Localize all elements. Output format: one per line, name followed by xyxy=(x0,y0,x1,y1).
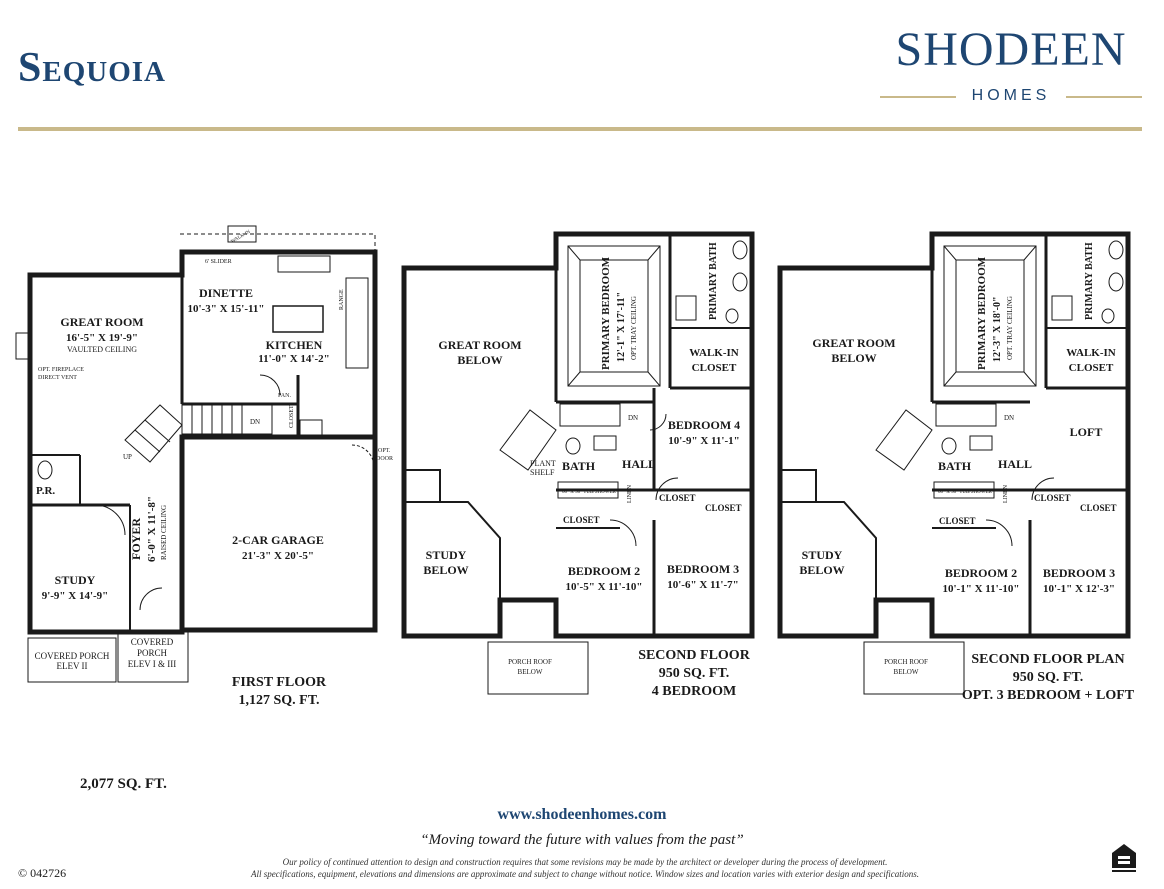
label-b-great-room-below-1: GREAT ROOM xyxy=(812,336,896,350)
equal-housing-opportunity-icon xyxy=(1110,842,1138,874)
label-b-primary-bath: PRIMARY BATH xyxy=(1084,242,1095,320)
label-dinette: DINETTE xyxy=(198,286,254,300)
label-linen: LINEN xyxy=(627,485,633,503)
label-hall: HALL xyxy=(622,457,657,471)
label-walk-in: WALK-IN xyxy=(230,229,252,245)
label-garage: 2-CAR GARAGE xyxy=(232,533,324,547)
label-b-walk-in-1: WALK-IN xyxy=(1066,347,1116,359)
label-dn-b: DN xyxy=(1004,414,1015,422)
second-floor-a-bedrooms: 4 BEDROOM xyxy=(651,684,737,699)
label-kitchen: KITCHEN xyxy=(265,338,323,352)
disclaimer xyxy=(160,856,1010,880)
label-dn: DN xyxy=(250,418,261,426)
label-b-closet-b3: CLOSET xyxy=(1080,503,1117,513)
label-dn-a: DN xyxy=(628,414,639,422)
first-floor-sqft: 1,127 SQ. FT. xyxy=(238,693,320,708)
first-floor-plan xyxy=(16,226,375,682)
label-porch-left-2: ELEV II xyxy=(56,661,88,671)
label-primary-bath: PRIMARY BATH xyxy=(708,242,719,320)
label-foyer-dim: 6'-0" X 11'-8" xyxy=(146,496,158,562)
label-great-room-below-2: BELOW xyxy=(457,353,503,367)
label-plant-1: PLANT xyxy=(530,459,556,468)
label-bedroom4-dim: 10'-9" X 11'-1" xyxy=(668,435,740,447)
label-up: UP xyxy=(123,453,132,461)
label-closet: CLOSET xyxy=(289,405,295,428)
label-walk-in-1: WALK-IN xyxy=(689,347,739,359)
label-bedroom3-dim: 10'-6" X 11'-7" xyxy=(667,579,739,591)
document-code: © 042726 xyxy=(18,866,67,880)
label-bedroom2: BEDROOM 2 xyxy=(567,564,641,578)
label-porch-left-1: COVERED PORCH xyxy=(34,651,110,661)
label-closet-b3: CLOSET xyxy=(705,503,742,513)
label-b-closet-hall: CLOSET xyxy=(1034,493,1071,503)
label-bedroom4: BEDROOM 4 xyxy=(667,418,741,432)
label-opt-door-2: DOOR xyxy=(376,456,394,462)
label-b-great-room-below-2: BELOW xyxy=(831,351,877,365)
label-pantry: PAN. xyxy=(278,393,291,399)
label-b-study-below-1: STUDY xyxy=(801,548,843,562)
label-b-primary-note: OPT. TRAY CEILING xyxy=(1006,296,1014,360)
label-study: STUDY xyxy=(54,573,96,587)
label-fireplace-2: DIRECT VENT xyxy=(38,375,77,381)
label-primary-dim: 12'-1" X 17'-11" xyxy=(616,292,627,362)
label-great-room-note: VAULTED CEILING xyxy=(67,345,137,354)
label-b-primary-bedroom: PRIMARY BEDROOM xyxy=(976,256,988,370)
label-kitchen-dim: 11'-0" X 14'-2" xyxy=(258,353,330,365)
label-porch-roof-2: BELOW xyxy=(517,668,543,676)
label-bedroom3: BEDROOM 3 xyxy=(666,562,740,576)
label-fireplace-1: OPT. FIREPLACE xyxy=(38,367,84,373)
label-bath: BATH xyxy=(562,459,596,473)
label-porch-roof-1: PORCH ROOF xyxy=(508,658,552,666)
label-great-room-below-1: GREAT ROOM xyxy=(438,338,522,352)
label-plant-2: SHELF xyxy=(530,468,555,477)
label-primary-bedroom: PRIMARY BEDROOM xyxy=(600,256,612,370)
first-floor-title: FIRST FLOOR xyxy=(231,675,327,690)
logo-subtitle: HOMES xyxy=(971,87,1051,104)
label-b-walk-in-2: CLOSET xyxy=(1068,362,1114,374)
label-b-bath: BATH xyxy=(938,459,972,473)
logo-name: SHODEEN xyxy=(895,23,1127,76)
label-bedroom2-dim: 10'-5" X 11'-10" xyxy=(565,581,643,593)
label-b-porch-roof-2: BELOW xyxy=(893,668,919,676)
second-floor-a-title: SECOND FLOOR xyxy=(638,648,750,663)
disclaimer-line-1: Our policy of continued attention to design and construction requires that some revisions may be made by the architect or developer during the process of development. xyxy=(282,857,888,867)
label-closet-b4: CLOSET xyxy=(659,493,696,503)
plan-title: Sequoia xyxy=(18,45,166,91)
label-b-study-below-2: BELOW xyxy=(799,563,845,577)
label-b-bedroom2-dim: 10'-1" X 11'-10" xyxy=(942,583,1020,595)
label-walk-in-2: CLOSET xyxy=(691,362,737,374)
label-study-below-1: STUDY xyxy=(425,548,467,562)
label-great-room: GREAT ROOM xyxy=(60,315,144,329)
website-link[interactable]: www.shodeenhomes.com xyxy=(497,806,667,823)
label-range: RANGE xyxy=(339,289,345,310)
label-great-room-dim: 16'-5" X 19'-9" xyxy=(65,332,139,344)
label-slider: 6' SLIDER xyxy=(205,259,232,265)
label-porch-mid-2: PORCH xyxy=(136,648,168,658)
label-b-bedroom3: BEDROOM 3 xyxy=(1042,566,1116,580)
label-foyer: FOYER xyxy=(129,518,143,560)
label-b-bedroom3-dim: 10'-1" X 12'-3" xyxy=(1042,583,1116,595)
label-porch-mid-3: ELEV I & III xyxy=(127,659,177,669)
label-b-hall: HALL xyxy=(998,457,1033,471)
label-b-primary-dim: 12'-3" X 18'-0" xyxy=(992,296,1003,362)
label-closet-b2: CLOSET xyxy=(563,515,600,525)
label-b-loft: LOFT xyxy=(1069,425,1103,439)
tagline: “Moving toward the future with values from the past” xyxy=(420,832,744,848)
label-foyer-note: RAISED CEILING xyxy=(160,504,168,560)
label-b-closet-b2: CLOSET xyxy=(939,516,976,526)
label-b-linen: LINEN xyxy=(1003,485,1009,503)
label-garage-dim: 21'-3" X 20'-5" xyxy=(241,550,315,562)
label-study-dim: 9'-9" X 14'-9" xyxy=(41,590,109,602)
label-dinette-dim: 10'-3" X 15'-11" xyxy=(187,303,265,315)
label-porch-mid-1: COVERED xyxy=(130,637,174,647)
second-floor-b-title: SECOND FLOOR PLAN xyxy=(971,652,1125,667)
second-floor-b-option: OPT. 3 BEDROOM + LOFT xyxy=(961,688,1135,703)
label-primary-note: OPT. TRAY CEILING xyxy=(630,296,638,360)
label-b-bedroom2: BEDROOM 2 xyxy=(944,566,1018,580)
label-powder: P.R. xyxy=(36,485,56,497)
label-b-tub: 60" X 30" TUB/SHOWER xyxy=(938,490,992,495)
label-study-below-2: BELOW xyxy=(423,563,469,577)
second-floor-b-sqft: 950 SQ. FT. xyxy=(1012,670,1084,685)
total-sqft: 2,077 SQ. FT. xyxy=(80,776,167,792)
label-b-porch-roof-1: PORCH ROOF xyxy=(884,658,928,666)
disclaimer-line-2: All specifications, equipment, elevations and dimensions are approximate and subject to change without notice. Window sizes and location varies with exterior design and specifications. xyxy=(251,869,919,879)
label-tub: 60" X 30" TUB/SHOWER xyxy=(562,490,616,495)
label-opt-door-1: OPT. xyxy=(378,448,391,454)
second-floor-a-sqft: 950 SQ. FT. xyxy=(658,666,730,681)
